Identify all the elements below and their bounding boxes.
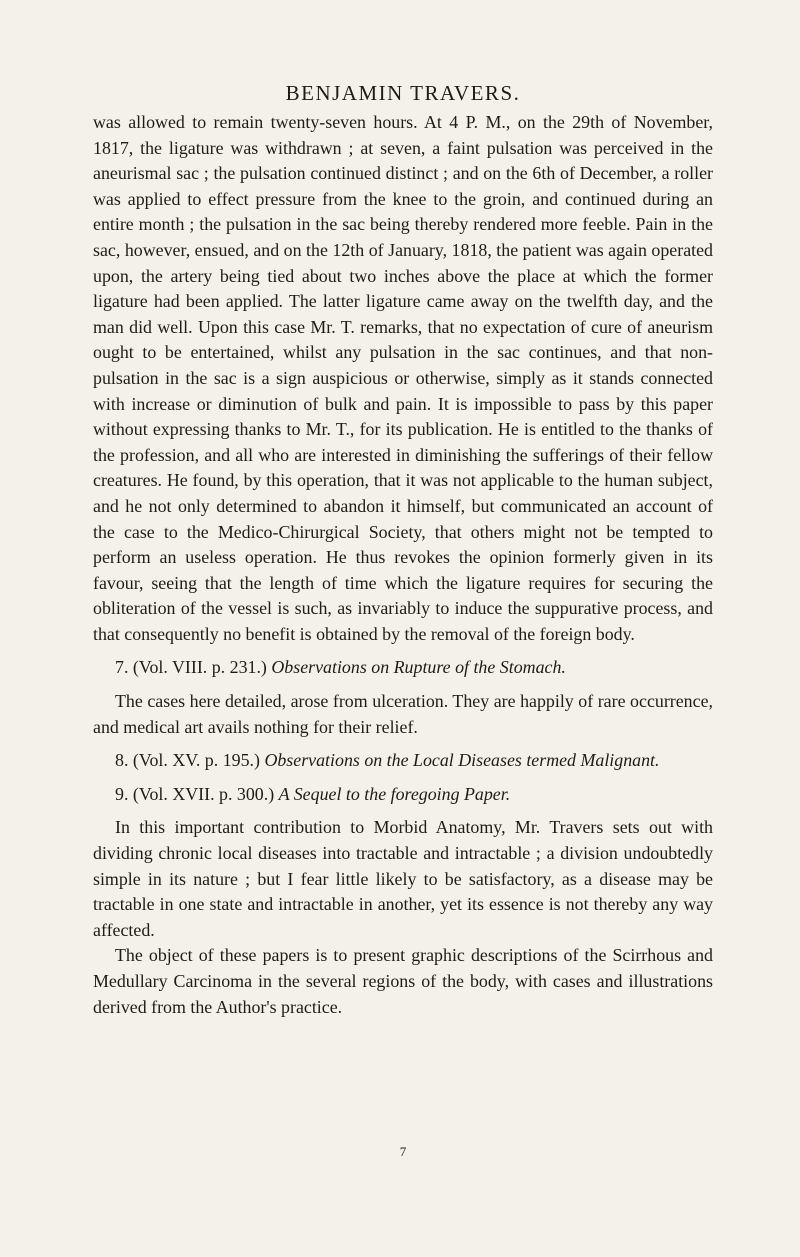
- running-head: BENJAMIN TRAVERS.: [285, 81, 521, 105]
- paragraph-aneurism-case: was allowed to remain twenty-seven hours. At 4 P. M., on the 29th of November, 1817, the ligature was withdrawn ; at seven, a faint pulsation was perceived in the aneurismal sac ; the pulsation continued distinct ; and on the 6th of December, a roller was applied to effect pressure from the knee to the groin, and continued during an entire month ; the pulsation in the sac being thereby rendered more feeble. Pain in the sac, however, ensued, and on the 12th of January, 1818, the patient was again operated upon, the artery being tied about two inches above the place at which the former ligature had been applied. The latter ligature came away on the twelfth day, and the man did well. Upon this case Mr. T. remarks, that no expectation of cure of aneurism ought to be entertained, whilst any pulsation in the sac continues, and that non-pulsation in the sac is a sign auspicious or otherwise, simply as it stands connected with increase or diminution of bulk and pain. It is impossible to pass by this paper without expressing thanks to Mr. T., for its publication. He is entitled to the thanks of the profession, and all who are interested in diminishing the sufferings of their fellow creatures. He found, by this operation, that it was not applicable to the human subject, and he not only determined to abandon it himself, but communicated an account of the case to the Medico-Chirurgical Society, that others might not be tempted to perform an useless operation. He thus revokes the opinion formerly given in its favour, seeing that the length of time which the ligature requires for securing the obliteration of the vessel is such, as invariably to induce the suppurative process, and that consequently no benefit is obtained by the removal of the foreign body.: [93, 112, 713, 644]
- entry-8: [93, 748, 713, 774]
- entry-9-reference: 9. (Vol. XVII. p. 300.): [115, 783, 279, 804]
- entry-8-reference: 8. (Vol. XV. p. 195.): [115, 750, 265, 771]
- paragraph-rupture-cases: The cases here detailed, arose from ulceration. They are happily of rare occurrence, and medical art avails nothing for their relief.: [93, 691, 713, 737]
- entry-7: [93, 655, 713, 681]
- body-text: [93, 110, 713, 1020]
- page-number: 7: [399, 1144, 407, 1159]
- entry-9: [93, 782, 713, 808]
- paragraph-morbid-anatomy: In this important contribution to Morbid Anatomy, Mr. Travers sets out with dividing chronic local diseases into tractable and intractable ; a division undoubtedly simple in its nature ; but I fear little likely to be satisfactory, as a disease may be tractable in one state and intractable in another, yet its essence is not thereby any way affected.: [93, 817, 713, 940]
- entry-8-title: Observations on the Local Diseases termed Malignant.: [264, 750, 660, 771]
- entry-9-title: A Sequel to the foregoing Paper.: [278, 783, 511, 804]
- entry-7-title: Observations on Rupture of the Stomach.: [271, 657, 566, 678]
- entry-7-reference: 7. (Vol. VIII. p. 231.): [115, 657, 272, 678]
- paragraph-papers-object: The object of these papers is to present graphic descriptions of the Scirrhous and Medullary Carcinoma in the several regions of the body, with cases and illustrations derived from the Author's practice.: [93, 945, 713, 1017]
